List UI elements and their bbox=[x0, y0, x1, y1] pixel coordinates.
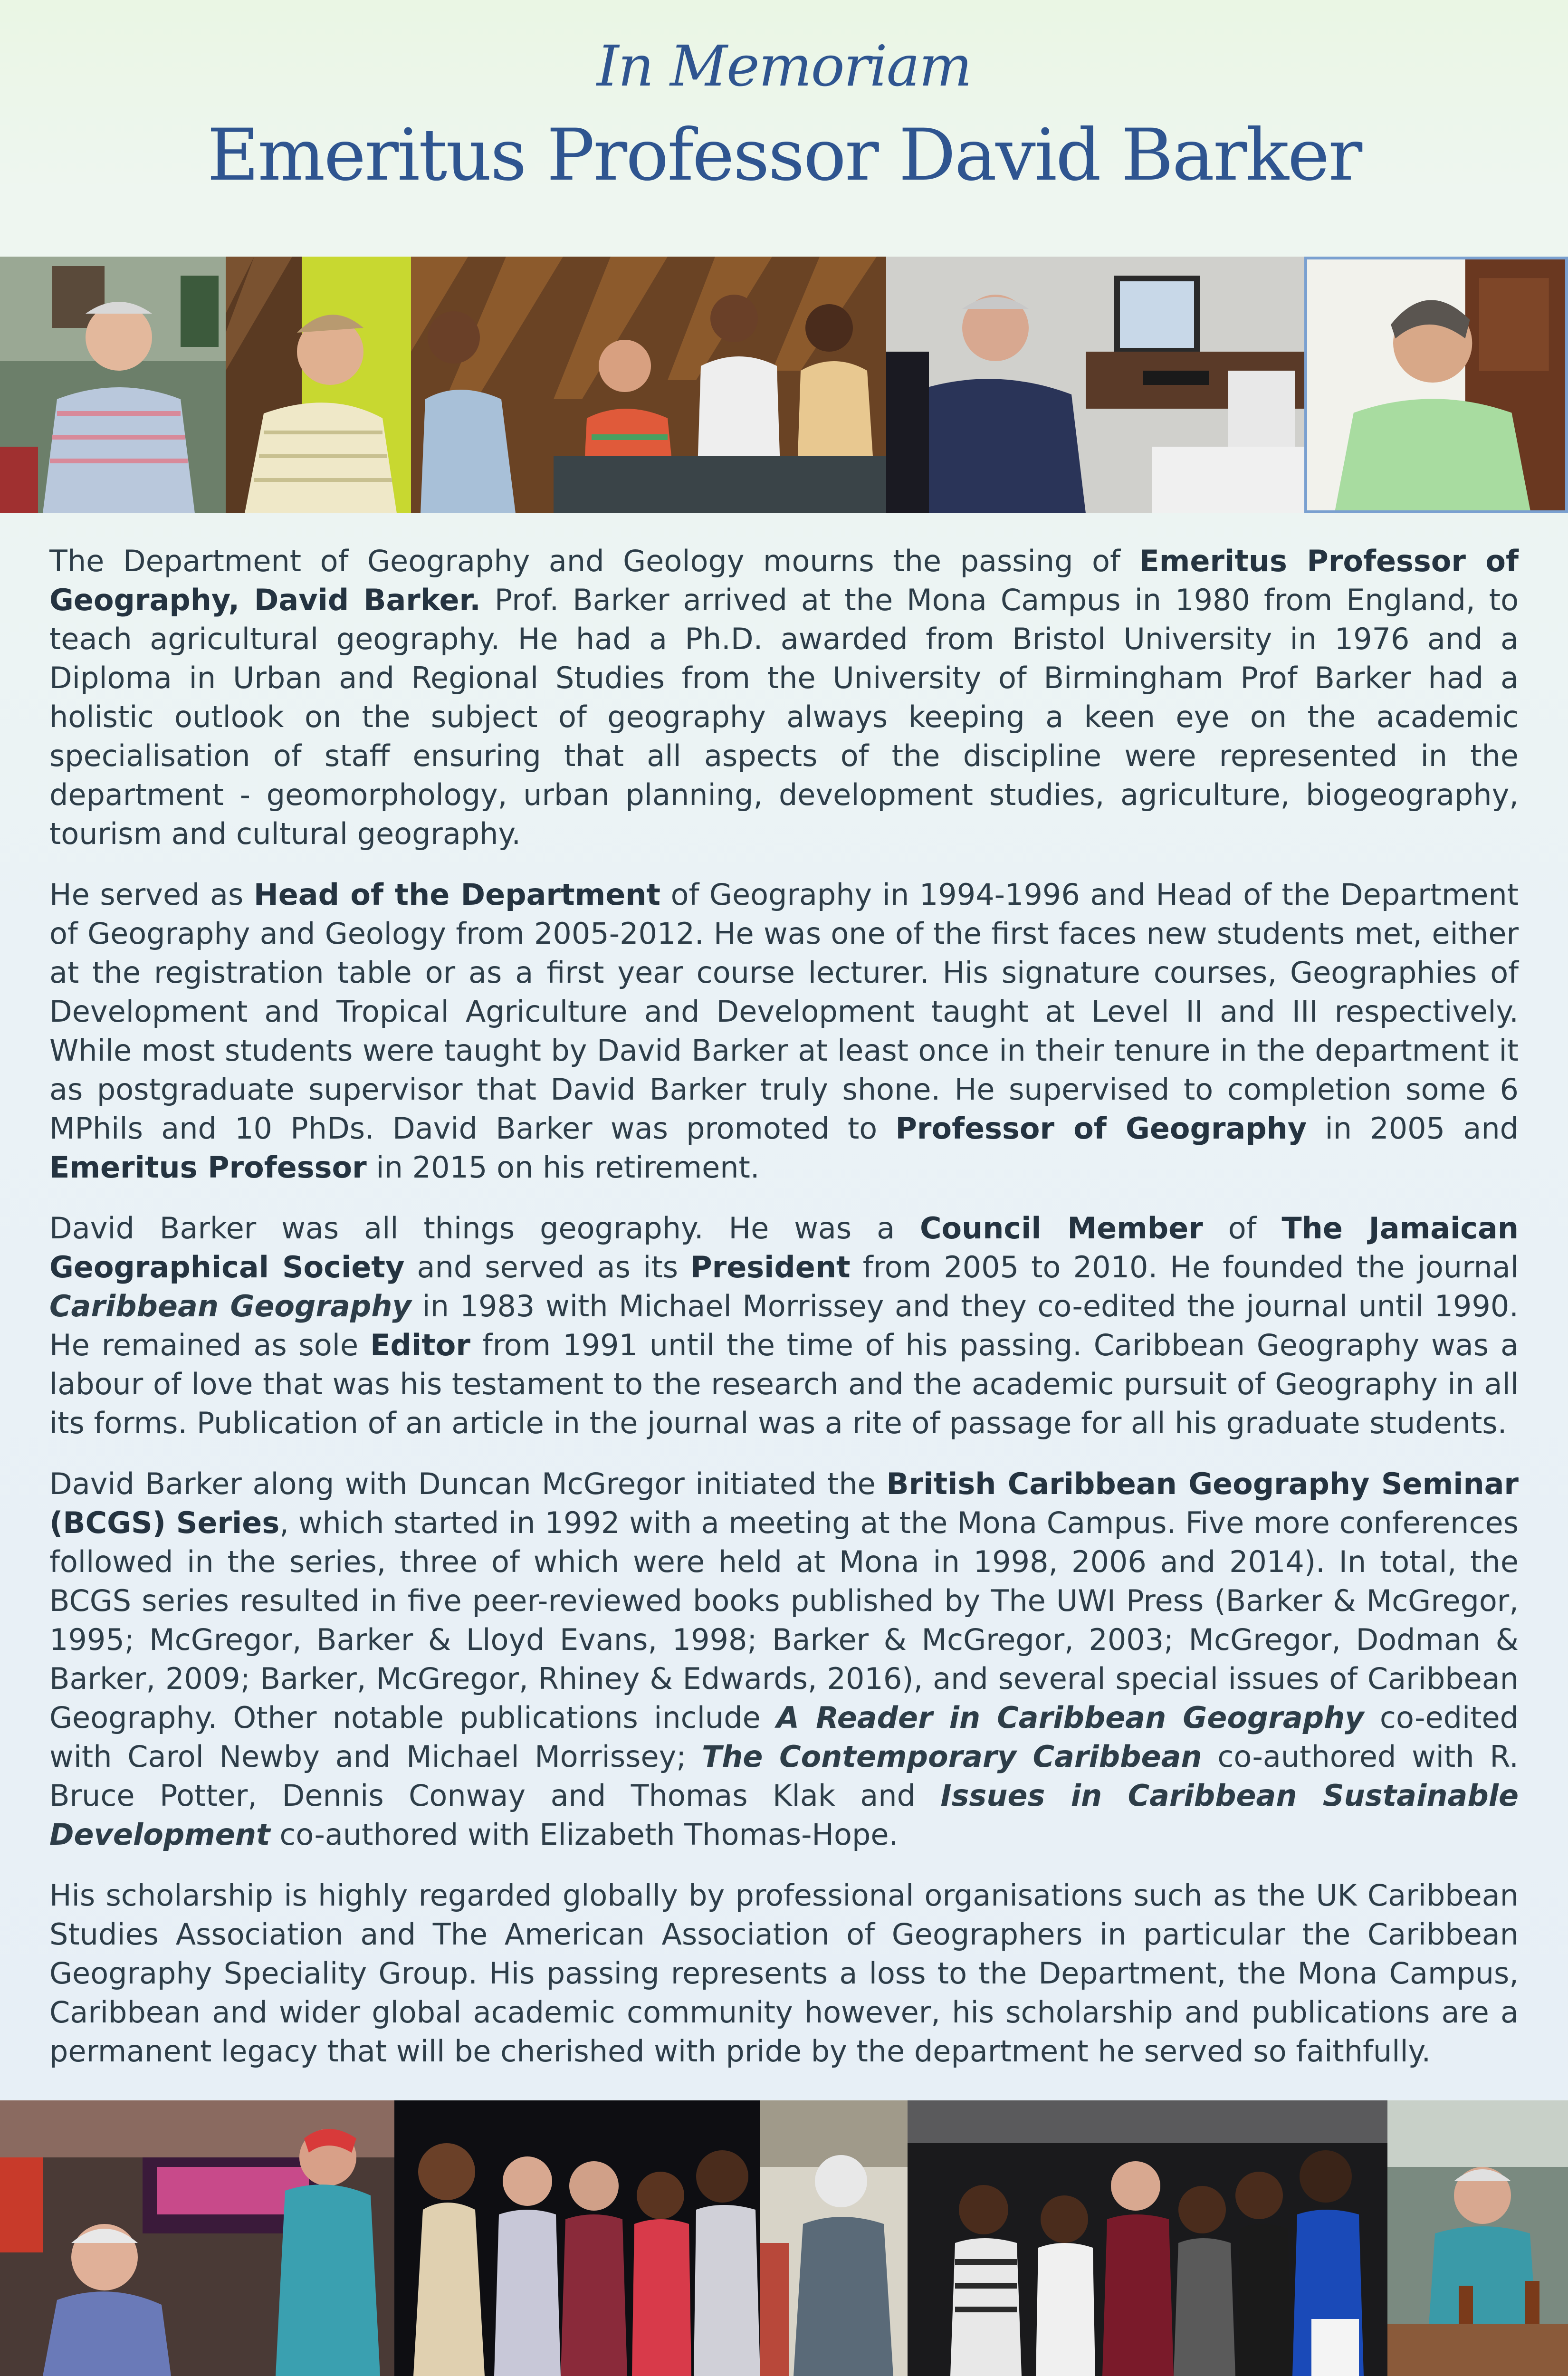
text-span: He served as bbox=[49, 877, 254, 912]
text-span: in 2005 and bbox=[1307, 1111, 1519, 1146]
page-title: Emeritus Professor David Barker bbox=[207, 114, 1361, 197]
text-span: in 2015 on his retirement. bbox=[366, 1150, 760, 1185]
bold-text: Emeritus Professor of Geography, David Barker. bbox=[49, 544, 1519, 617]
paragraph-department-roles bbox=[49, 875, 1519, 1187]
text-span: The Department of Geography and Geology mourns the passing of bbox=[49, 544, 1139, 578]
photo-group-seated-audience bbox=[411, 257, 886, 513]
text-span: Prof. Barker arrived at the Mona Campus in 1980 from England, to teach agricultural geography. He had a Ph.D. awarded from Bristol University in 1976 and a Diploma in Urban and Regional Studies from the University of Birmingham Prof Barker had a holistic outlook on the subject of geography always keeping a keen eye on the academic specialisation of staff ensuring that all aspects of the discipline were represented in the department - geomorphology, urban planning, development studies, agriculture, biogeography, tourism and cultural geography. bbox=[49, 583, 1519, 851]
text-span: David Barker was all things geography. He was a bbox=[49, 1211, 920, 1245]
photo-night-group-standing bbox=[394, 2100, 760, 2376]
photo-seated-striped-shirt bbox=[226, 257, 411, 513]
text-span: co-edited with Carol Newby and Michael Morrissey; bbox=[49, 1700, 1519, 1774]
paragraph-intro bbox=[49, 542, 1519, 853]
text-span: of bbox=[1203, 1211, 1282, 1245]
text-span: co-authored with Elizabeth Thomas-Hope. bbox=[270, 1817, 899, 1852]
photo-portrait-checked-shirt bbox=[0, 257, 226, 513]
bold-text: President bbox=[690, 1250, 851, 1284]
bold-text: The Jamaican Geographical Society bbox=[49, 1211, 1519, 1284]
text-span: co-authored with R. Bruce Potter, Dennis Conway and Thomas Klak and bbox=[49, 1739, 1519, 1813]
top-photo-strip bbox=[0, 257, 1568, 513]
photo-man-seen-from-behind bbox=[760, 2100, 908, 2376]
text-span: in 1983 with Michael Morrissey and they co-edited the journal until 1990. He remained as sole bbox=[49, 1289, 1519, 1362]
bottom-photo-strip bbox=[0, 2100, 1568, 2376]
in-memoriam-heading: In Memoriam bbox=[596, 33, 972, 99]
text-span: from 1991 until the time of his passing. Caribbean Geography was a labour of love that was his testament to the research and the academic pursuit of Geography in all its forms. Publication of an article in the journal was a rite of passage for all his graduate students. bbox=[49, 1328, 1519, 1440]
book-title: Issues in Caribbean Sustainable Development bbox=[49, 1778, 1519, 1852]
photo-students-group bbox=[908, 2100, 1387, 2376]
book-title: A Reader in Caribbean Geography bbox=[776, 1700, 1364, 1735]
bold-text: Head of the Department bbox=[253, 877, 661, 912]
photo-bar-gathering bbox=[0, 2100, 394, 2376]
bold-text: Professor of Geography bbox=[895, 1111, 1307, 1146]
bold-text: British Caribbean Geography Seminar (BCGS) Series bbox=[49, 1466, 1519, 1540]
memorial-article bbox=[49, 542, 1519, 2093]
bold-text: Council Member bbox=[920, 1211, 1203, 1245]
paragraph-bcgs-series bbox=[49, 1465, 1519, 1854]
paragraph-geographical-society bbox=[49, 1209, 1519, 1443]
journal-title: Caribbean Geography bbox=[49, 1289, 411, 1323]
text-span: His scholarship is highly regarded globally by professional organisations such as the UK Caribbean Studies Association and The American Association of Geographers in particular the Caribbean Geography Speciality Group. His passing represents a loss to the Department, the Mona Campus, Caribbean and wider global academic community however, his scholarship and publications are a permanent legacy that will be cherished with pride by the department he served so faithfully. bbox=[49, 1878, 1519, 2069]
memorial-header bbox=[0, 0, 1568, 257]
photo-portrait-green-shirt bbox=[1304, 257, 1568, 513]
paragraph-legacy bbox=[49, 1876, 1519, 2071]
text-span: from 2005 to 2010. He founded the journal bbox=[850, 1250, 1519, 1284]
text-span: , which started in 1992 with a meeting at the Mona Campus. Five more conferences followed in the series, three of which were held at Mona in 1998, 2006 and 2014). In total, the BCGS series resulted in five peer-reviewed books published by The UWI Press (Barker & McGregor, 1995; McGregor, Barker & Lloyd Evans, 1998; Barker & McGregor, 2003; McGregor, Dodman & Barker, 2009; Barker, McGregor, Rhiney & Edwards, 2016), and several special issues of Caribbean Geography. Other notable publications include bbox=[49, 1505, 1519, 1735]
photo-man-drinking bbox=[1387, 2100, 1568, 2376]
book-title: The Contemporary Caribbean bbox=[701, 1739, 1202, 1774]
text-span: David Barker along with Duncan McGregor initiated the bbox=[49, 1466, 887, 1501]
bold-text: Emeritus Professor bbox=[49, 1150, 367, 1185]
text-span: and served as its bbox=[404, 1250, 691, 1284]
photo-office-computer-desk bbox=[886, 257, 1304, 513]
bold-text: Editor bbox=[370, 1328, 470, 1362]
text-span: of Geography in 1994-1996 and Head of the Department of Geography and Geology from 2005-2012. He was one of the first faces new students met, either at the registration table or as a first year course lecturer. His signature courses, Geographies of Development and Tropical Agriculture and Development taught at Level II and III respectively. While most students were taught by David Barker at least once in their tenure in the department it as postgraduate supervisor that David Barker truly shone. He supervised to completion some 6 MPhils and 10 PhDs. David Barker was promoted to bbox=[49, 877, 1519, 1146]
